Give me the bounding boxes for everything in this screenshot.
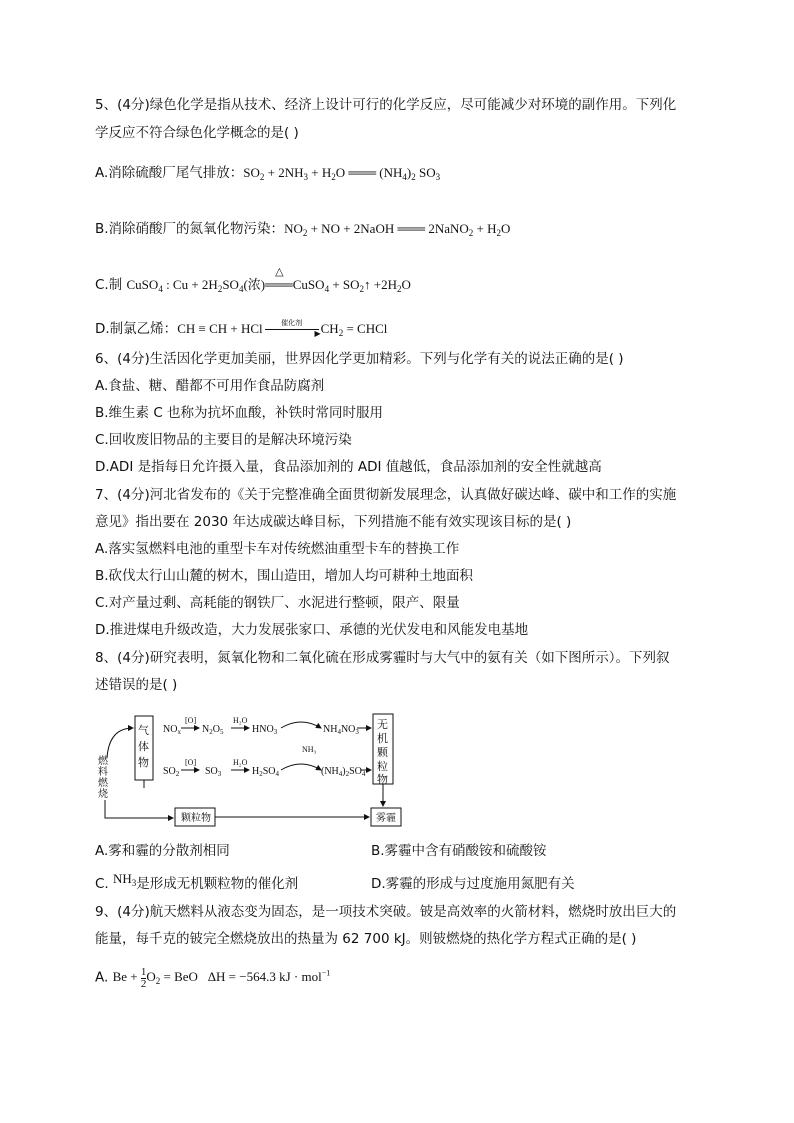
heat-symbol: △ [275, 266, 284, 278]
q7-option-c[interactable]: C.对产量过剩、高耗能的钢铁厂、水泥进行整顿，限产、限量 [95, 595, 460, 611]
q5-option-b-label: B.消除硝酸厂的氮氧化物污染： [95, 221, 285, 237]
q6-option-b[interactable]: B.维生素 C 也称为抗坏血酸，补铁时常同时服用 [95, 405, 384, 421]
q5-option-a[interactable]: A.消除硫酸厂尾气排放：$SO_2 + 2NH_3 + H_2O$ ═══ $(NH_4)_2$ $SO_3$ [95, 165, 441, 182]
q7-stem-line2: 意见》指出要在 2030 年达成碳达峰目标，下列措施不能有效实现该目标的是( ) [95, 514, 572, 530]
q8-option-d[interactable]: D.雾霾的形成与过度施用氮肥有关 [371, 876, 575, 892]
h2o-label-2: H₂O [233, 758, 248, 767]
q8-option-c[interactable]: C. $NH_3$是形成无机颗粒物的催化剂 [95, 871, 299, 892]
catalyst-label: 催化剂 [281, 319, 303, 327]
svg-text:NOx: $NO_x$ [163, 724, 181, 736]
q5-option-b[interactable]: B.消除硝酸厂的氮氧化物污染：$NO_2$ + NO + 2NaOH ═══ 2NaNO$_2$ + $H_2O$ [95, 221, 511, 238]
q5-option-c[interactable]: C.制 CuSO$_4$ : $Cu + 2H_2SO_4$(浓) △ ═══CuSO$_4$ + $SO_2↑ +2H_2O$ [95, 276, 411, 294]
q5-option-c-label: C.制 [95, 277, 127, 293]
smog-label: 雾霾 [376, 813, 396, 824]
q7-option-b[interactable]: B.砍伐太行山山麓的树木，围山造田，增加人均可耕种土地面积 [95, 568, 474, 584]
gas-label: 气体物 [138, 724, 149, 769]
q5-option-d-label: D.制氯乙烯： [95, 321, 178, 337]
q6-option-d[interactable]: D.ADI 是指每日允许摄入量，食品添加剂的 ADI 值越低，食品添加剂的安全性就越高 [95, 459, 602, 475]
svg-text:H2SO4: $H_2SO_4$ [252, 766, 280, 778]
q8-stem-line2: 述错误的是( ) [95, 677, 178, 693]
q8-option-c-text: 是形成无机颗粒物的催化剂 [136, 876, 299, 892]
q5-option-a-label: A.消除硫酸厂尾气排放： [95, 165, 244, 181]
particles-label: 颗粒物 [181, 813, 211, 824]
nh3-label: NH₃ [302, 745, 317, 754]
q9-stem-line1: 9、(4分)航天燃料从液态变为固态，是一项技术突破。铍是高效率的火箭材料，燃烧时放出巨大的 [95, 904, 677, 920]
q5-stem-line2: 学反应不符合绿色化学概念的是( ) [95, 125, 299, 141]
q8-stem-line1: 8、(4分)研究表明，氮氧化物和二氧化硫在形成雾霾时与大气中的氨有关（如下图所示）。下列叙 [95, 650, 670, 666]
smog-formation-diagram [95, 708, 425, 833]
o-label-2: [O] [185, 758, 197, 767]
q5-option-d[interactable]: D.制氯乙烯：CH ≡ CH + HCl $^{催化剂}$ ▶ $CH_2$ = CHCl [95, 319, 388, 338]
svg-text:SO3: $SO_3$ [205, 766, 222, 778]
inorganic-label: 无机颗粒物 [377, 718, 388, 786]
q7-option-d[interactable]: D.推进煤电升级改造，大力发展张家口、承德的光伏发电和风能发电基地 [95, 622, 529, 638]
q5-stem-line1: 5、(4分)绿色化学是指从技术、经济上设计可行的化学反应，尽可能减少对环境的副作用。下列化 [95, 97, 677, 113]
q8-option-b[interactable]: B.雾霾中含有硝酸铵和硫酸铵 [371, 843, 547, 859]
q6-option-c[interactable]: C.回收废旧物品的主要目的是解决环境污染 [95, 432, 352, 448]
svg-text:SO2: $SO_2$ [163, 766, 180, 778]
o-label-1: [O] [185, 716, 197, 725]
q8-option-a[interactable]: A.雾和霾的分散剂相同 [95, 843, 230, 859]
svg-text:(NH4)2SO4: $(NH_4)_2SO_4$ [321, 766, 366, 778]
svg-text:HNO3: $HNO_3$ [252, 724, 278, 736]
q7-option-a[interactable]: A.落实氢燃料电池的重型卡车对传统燃油重型卡车的替换工作 [95, 541, 460, 557]
q9-option-a[interactable]: A. Be + $\frac{1}{2}$ $O_2$ = BeO ΔH = −564.3 kJ · mol$^{-1}$ [95, 965, 331, 990]
svg-text:NH4NO3: $NH_4NO_3$ [323, 724, 359, 736]
q6-option-a[interactable]: A.食盐、糖、醋都不可用作食品防腐剂 [95, 378, 325, 394]
q8-option-c-label: C. [95, 876, 114, 892]
q9-option-a-label: A. [95, 969, 113, 986]
diagram-svg [95, 708, 425, 833]
fuel-label: 燃料燃烧 [98, 756, 108, 800]
q7-stem-line1: 7、(4分)河北省发布的《关于完整准确全面贯彻新发展理念，认真做好碳达峰、碳中和工作的实施 [95, 487, 677, 503]
q9-option-a-dh: ΔH = −564.3 kJ · mol [207, 969, 322, 985]
q6-stem: 6、(4分)生活因化学更加美丽，世界因化学更加精彩。下列与化学有关的说法正确的是( ) [95, 351, 624, 367]
h2o-label-1: H₂O [233, 716, 248, 725]
q9-stem-line2: 能量，每千克的铍完全燃烧放出的热量为 62 700 kJ。则铍燃烧的热化学方程式正确的是( ) [95, 931, 637, 947]
svg-text:N2O5: $N_2O_5$ [202, 724, 224, 736]
